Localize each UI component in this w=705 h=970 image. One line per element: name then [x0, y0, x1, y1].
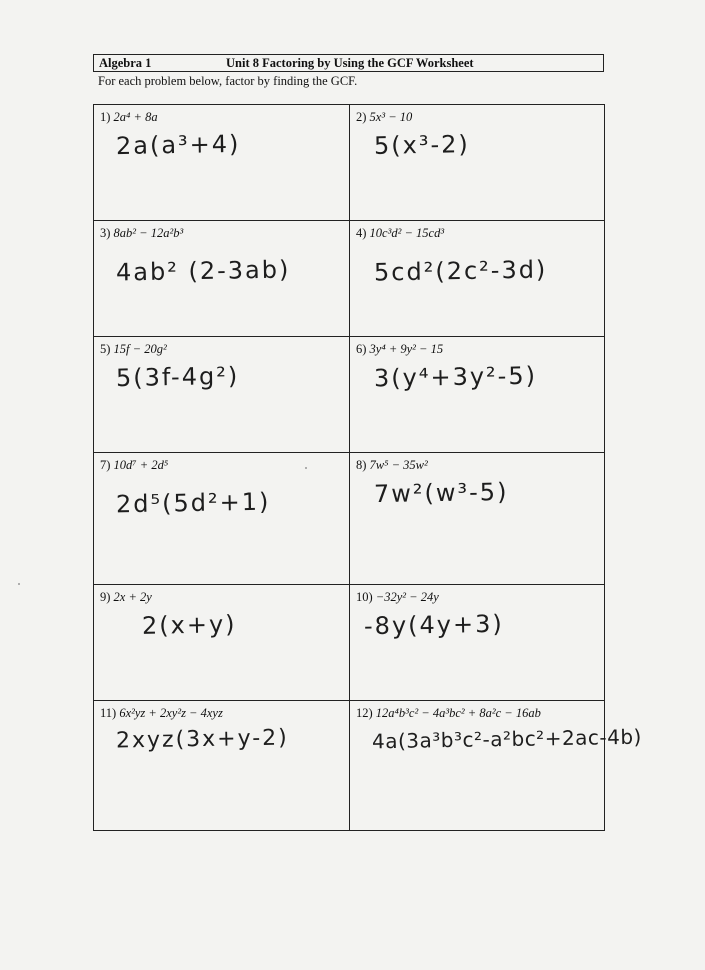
worksheet-header: [93, 54, 604, 72]
worksheet-title: Unit 8 Factoring by Using the GCF Worksheet: [226, 56, 474, 70]
problem-expression: 6x²yz + 2xy²z − 4xyz: [119, 706, 223, 720]
problem-number: 4): [356, 226, 367, 240]
handwritten-answer: 4a(3a³b³c²-a²bc²+2ac-4b): [371, 724, 643, 754]
problem-number: 6): [356, 342, 367, 356]
problem-expression: 10c³d² − 15cd³: [369, 226, 445, 240]
handwritten-answer: 2a(a³+4): [115, 129, 241, 161]
handwritten-answer: 5cd²(2c²-3d): [373, 255, 548, 287]
instructions: For each problem below, factor by finding the GCF.: [98, 74, 358, 88]
problem-cell-7: [94, 453, 350, 585]
problem-expression: 7w⁵ − 35w²: [369, 458, 428, 472]
handwritten-answer: 4ab² (2-3ab): [115, 255, 291, 287]
handwritten-answer: 7w²(w³-5): [373, 477, 509, 509]
problem-number: 2): [356, 110, 367, 124]
problem-cell-9: [94, 585, 350, 701]
handwritten-answer: 2d⁵(5d²+1): [115, 487, 271, 519]
problem-number: 7): [100, 458, 111, 472]
problem-cell-8: [350, 453, 604, 585]
scan-speck: [18, 583, 20, 585]
problem-cell-10: [350, 585, 604, 701]
problem-cell-1: [94, 105, 350, 221]
scan-speck: [305, 467, 307, 469]
problem-expression: 5x³ − 10: [369, 110, 413, 124]
handwritten-answer: 2xyz(3x+y-2): [115, 725, 289, 754]
problem-number: 11): [100, 706, 117, 720]
handwritten-answer: 5(3f-4g²): [115, 361, 240, 393]
handwritten-answer: 3(y⁴+3y²-5): [373, 361, 538, 393]
handwritten-answer: 2(x+y): [141, 610, 237, 640]
problem-expression: 3y⁴ + 9y² − 15: [369, 342, 444, 356]
problem-number: 8): [356, 458, 367, 472]
problem-grid: [93, 104, 643, 831]
problem-expression: 15f − 20g²: [113, 342, 167, 356]
problem-expression: 10d⁷ + 2d⁵: [113, 458, 169, 472]
problem-number: 5): [100, 342, 111, 356]
problem-expression: 12a⁴b³c² − 4a³bc² + 8a²c − 16ab: [375, 706, 541, 720]
handwritten-answer: 5(x³-2): [373, 130, 470, 160]
problem-cell-12: [350, 701, 643, 830]
problem-number: 9): [100, 590, 111, 604]
handwritten-answer: -8y(4y+3): [363, 609, 504, 641]
problem-cell-5: [94, 337, 350, 453]
problem-cell-3: [94, 221, 350, 337]
problem-cell-6: [350, 337, 604, 453]
problem-expression: 2a⁴ + 8a: [113, 110, 158, 124]
problem-number: 3): [100, 226, 111, 240]
problem-expression: 8ab² − 12a²b³: [113, 226, 184, 240]
problem-cell-4: [350, 221, 604, 337]
problem-expression: −32y² − 24y: [375, 590, 439, 604]
problem-number: 1): [100, 110, 111, 124]
course-name: Algebra 1: [99, 56, 152, 70]
problem-cell-2: [350, 105, 604, 221]
problem-expression: 2x + 2y: [113, 590, 152, 604]
problem-number: 12): [356, 706, 373, 720]
problem-number: 10): [356, 590, 373, 604]
problem-cell-11: [94, 701, 350, 830]
